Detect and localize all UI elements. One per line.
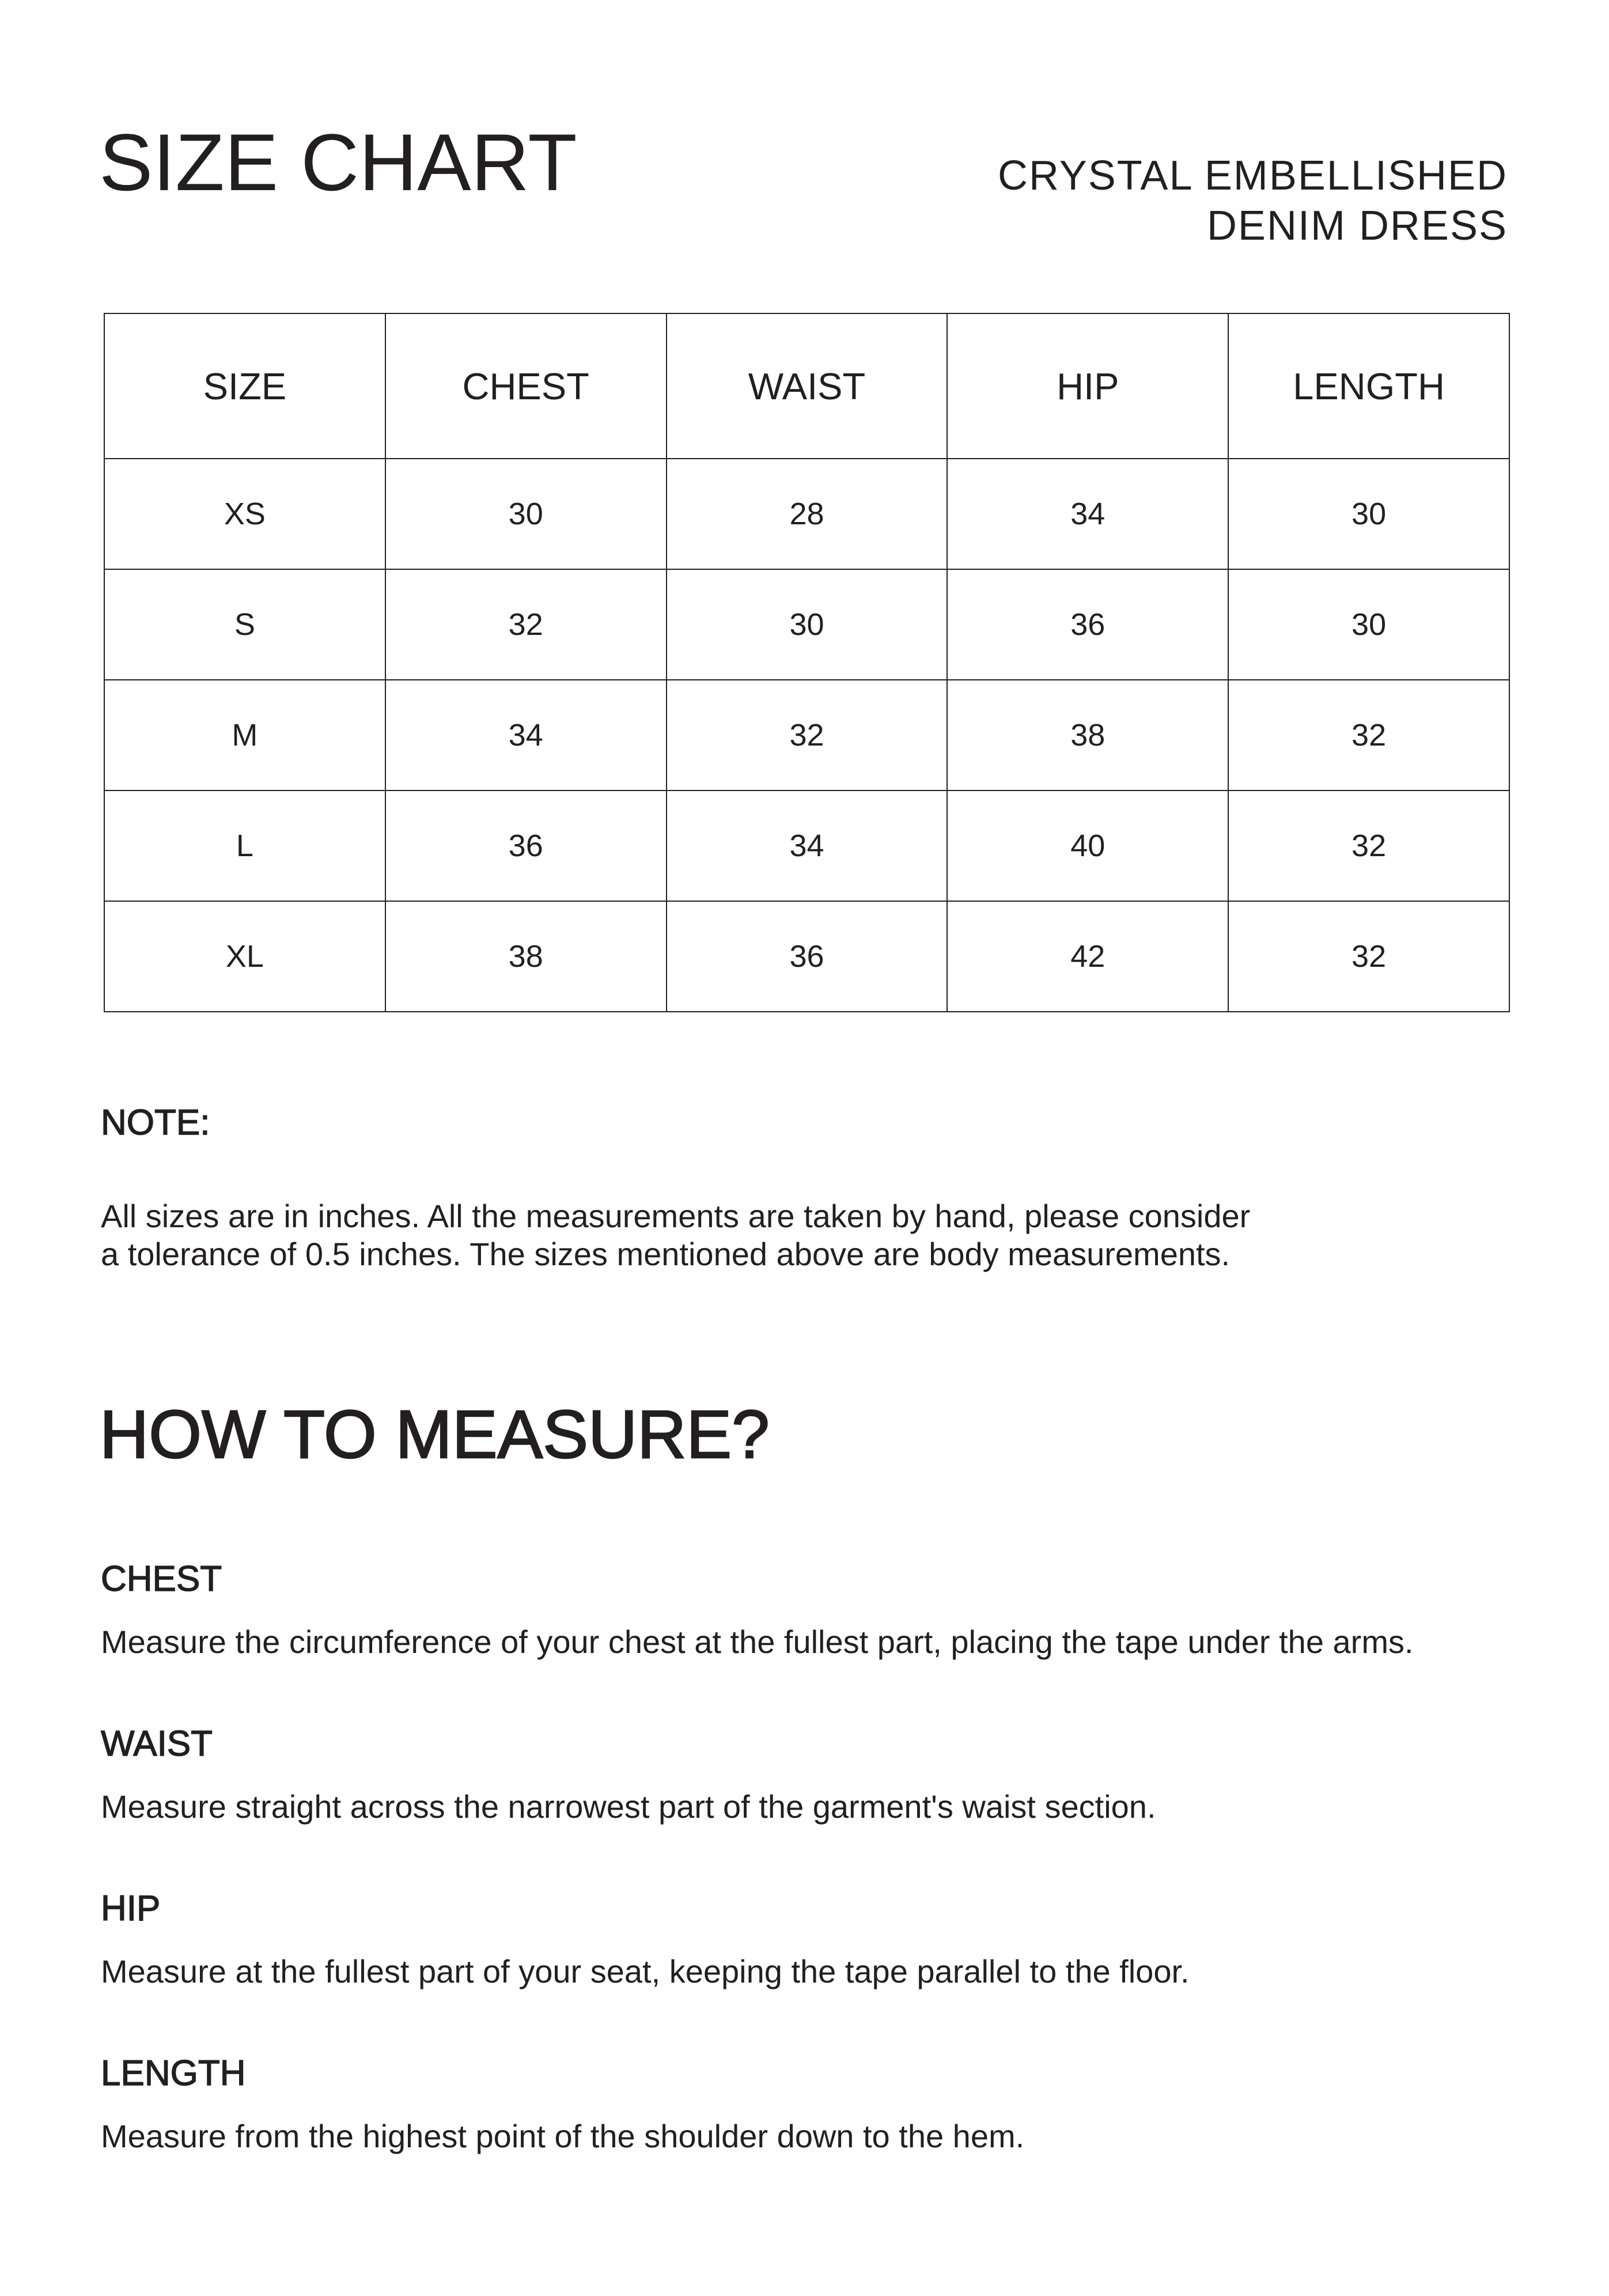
column-header-chest: CHEST — [385, 313, 667, 459]
waist-description: Measure straight across the narrowest part of the garment's waist section. — [101, 1788, 1156, 1825]
cell-size: XL — [104, 901, 385, 1012]
cell-waist: 30 — [667, 569, 948, 680]
waist-heading: WAIST — [101, 1724, 213, 1764]
product-name-line-2: DENIM DRESS — [1206, 203, 1508, 249]
note-text — [101, 1197, 1250, 1273]
cell-hip: 40 — [947, 790, 1228, 901]
cell-length: 30 — [1228, 459, 1509, 569]
cell-hip: 34 — [947, 459, 1228, 569]
hip-heading: HIP — [101, 1889, 161, 1928]
cell-size: M — [104, 680, 385, 790]
cell-hip: 42 — [947, 901, 1228, 1012]
table-row — [104, 680, 1509, 790]
cell-size: S — [104, 569, 385, 680]
table-header-row — [104, 313, 1509, 459]
cell-waist: 28 — [667, 459, 948, 569]
column-header-length: LENGTH — [1228, 313, 1509, 459]
length-description: Measure from the highest point of the shoulder down to the hem. — [101, 2118, 1025, 2154]
cell-chest: 38 — [385, 901, 667, 1012]
column-header-hip: HIP — [947, 313, 1228, 459]
cell-chest: 36 — [385, 790, 667, 901]
cell-length: 32 — [1228, 901, 1509, 1012]
table-row — [104, 901, 1509, 1012]
cell-chest: 34 — [385, 680, 667, 790]
cell-waist: 32 — [667, 680, 948, 790]
hip-description: Measure at the fullest part of your seat, keeping the tape parallel to the floor. — [101, 1953, 1190, 1989]
column-header-waist: WAIST — [667, 313, 948, 459]
cell-hip: 36 — [947, 569, 1228, 680]
chest-heading: CHEST — [101, 1559, 222, 1599]
cell-length: 30 — [1228, 569, 1509, 680]
cell-waist: 36 — [667, 901, 948, 1012]
table-row — [104, 459, 1509, 569]
cell-size: L — [104, 790, 385, 901]
note-line: All sizes are in inches. All the measurements are taken by hand, please consider — [101, 1198, 1251, 1234]
cell-size: XS — [104, 459, 385, 569]
page-title: SIZE CHART — [99, 117, 577, 207]
cell-length: 32 — [1228, 790, 1509, 901]
cell-waist: 34 — [667, 790, 948, 901]
cell-chest: 30 — [385, 459, 667, 569]
size-table — [104, 313, 1510, 1012]
note-line: a tolerance of 0.5 inches. The sizes mentioned above are body measurements. — [101, 1236, 1231, 1272]
column-header-size: SIZE — [104, 313, 385, 459]
product-name-line-1: CRYSTAL EMBELLISHED — [998, 153, 1508, 199]
table-row — [104, 569, 1509, 680]
how-to-measure-heading: HOW TO MEASURE? — [100, 1397, 770, 1473]
note-heading: NOTE: — [101, 1103, 210, 1143]
cell-chest: 32 — [385, 569, 667, 680]
cell-length: 32 — [1228, 680, 1509, 790]
table-row — [104, 790, 1509, 901]
length-heading: LENGTH — [101, 2053, 246, 2093]
cell-hip: 38 — [947, 680, 1228, 790]
chest-description: Measure the circumference of your chest at the fullest part, placing the tape under the arms. — [101, 1624, 1414, 1660]
